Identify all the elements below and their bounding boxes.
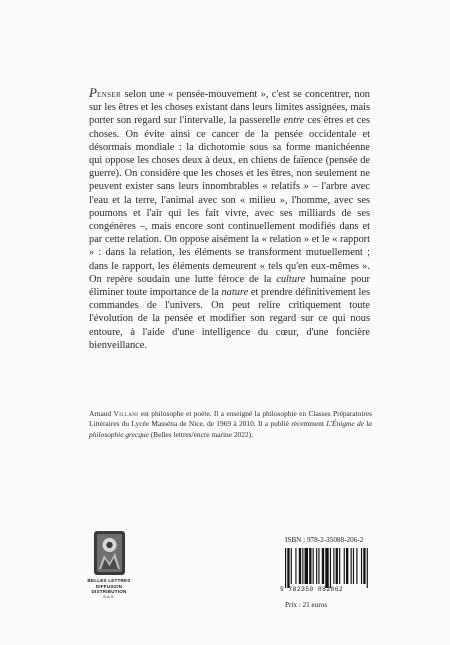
barcode-digits: 9 782350 882062 bbox=[280, 586, 344, 593]
barcode-bar bbox=[316, 548, 317, 584]
barcode-bar bbox=[356, 548, 357, 584]
barcode-bar bbox=[318, 548, 319, 584]
barcode-bar bbox=[322, 548, 324, 584]
barcode-bar bbox=[336, 548, 338, 584]
blurb-emphasis-nature: nature bbox=[221, 287, 249, 299]
barcode-bar bbox=[363, 548, 365, 584]
barcode-bar bbox=[351, 548, 352, 584]
barcode-bar bbox=[361, 548, 362, 584]
price: Prix : 21 euros bbox=[285, 601, 328, 609]
barcode-bar bbox=[309, 548, 311, 584]
bio-book-title: L'Énigme de la philosophie grecque bbox=[89, 419, 373, 439]
publisher-emblem-icon bbox=[94, 531, 125, 575]
logo-line-4: S.A.S. bbox=[103, 594, 115, 599]
logo-line-1: BELLES LETTRES bbox=[87, 578, 131, 583]
barcode-bar bbox=[287, 548, 289, 588]
blurb-text-4: et prendre définitivement les commandes de l'univers. On peut relire critiquement toute l'évolution de la pensée et modifier son regard sur ce qui nous entoure, à l'aide d'une intelligence du cœur, d'une foncière bienveillance. bbox=[89, 287, 370, 351]
barcode-bar bbox=[353, 548, 354, 584]
logo-line-2: DIFFUSION bbox=[95, 583, 123, 589]
barcode-bar bbox=[291, 548, 292, 584]
author-bio bbox=[89, 409, 372, 440]
barcode-bar bbox=[367, 548, 368, 588]
barcode-bar bbox=[344, 548, 345, 584]
barcode-bar bbox=[313, 548, 314, 584]
blurb-emphasis-entre: entre bbox=[283, 115, 305, 127]
blurb-text-3: humaine pour éliminer toute importance de la bbox=[89, 273, 370, 299]
author-first-name: Arnaud bbox=[89, 409, 114, 418]
blurb-dropcap: P bbox=[89, 85, 97, 100]
back-cover-blurb bbox=[89, 86, 370, 352]
barcode-bar bbox=[330, 548, 331, 588]
barcode-bar bbox=[295, 548, 296, 584]
blurb-opening: enser bbox=[96, 89, 122, 100]
barcode-bar bbox=[285, 548, 286, 588]
barcode-bar bbox=[339, 548, 340, 584]
barcode-bar bbox=[333, 548, 334, 584]
isbn: ISBN : 978-2-35088-206-2 bbox=[285, 536, 364, 544]
barcode-bar bbox=[325, 548, 328, 588]
publisher-logo-text bbox=[86, 578, 132, 600]
bio-text-1: est philosophe et poète. Il a enseigné la philosophie en Classes Préparatoires Littéraires du Lycée Masséna de Nice, de 1969 à 2010. Il a publié récemment bbox=[89, 409, 372, 429]
bio-text-2: (Belles lettres/encre marine 2022). bbox=[148, 429, 253, 439]
barcode-bar bbox=[346, 548, 348, 584]
blurb-emphasis-culture: culture bbox=[276, 273, 306, 285]
barcode-bar bbox=[299, 548, 301, 584]
barcode bbox=[283, 548, 371, 588]
barcode-bar bbox=[305, 548, 308, 584]
author-last-name: Villani bbox=[113, 409, 139, 418]
barcode-bar bbox=[302, 548, 303, 584]
blurb-text-2: ces êtres et ces choses. On évite ainsi ce cancer de la pensée occidentale et désormais mondiale : la dichotomie sous sa forme manichéenne qui oppose les choses deux à deux, en chiens de faïence (pensée de guerre). On considère que les choses et les êtres, non seulement ne peuvent exister sans leurs innombrables « relatifs » – l'arbre avec l'eau et la terre, l'animal avec son « milieu », l'homme, avec ses poumons et l'air qui les fait vivre, avec ses milliards de ses congénères –, mais encore sont continuellement modifiés dans et par cette relation. On oppose aisément la « relation » et le « rapport » : dans la relation, les éléments se transforment mutuellement ; dans le rapport, les éléments demeurent « tels qu'en eux-mêmes ». On repère soudain une lutte féroce de la bbox=[89, 115, 370, 285]
logo-line-3: DISTRIBUTION bbox=[91, 589, 127, 595]
blurb-text-1: selon une « pensée-mouvement », c'est se concentrer, non sur les êtres et les choses existant dans leurs limites assignées, mais porter son regard sur l'intervalle, la passerelle bbox=[89, 89, 370, 127]
